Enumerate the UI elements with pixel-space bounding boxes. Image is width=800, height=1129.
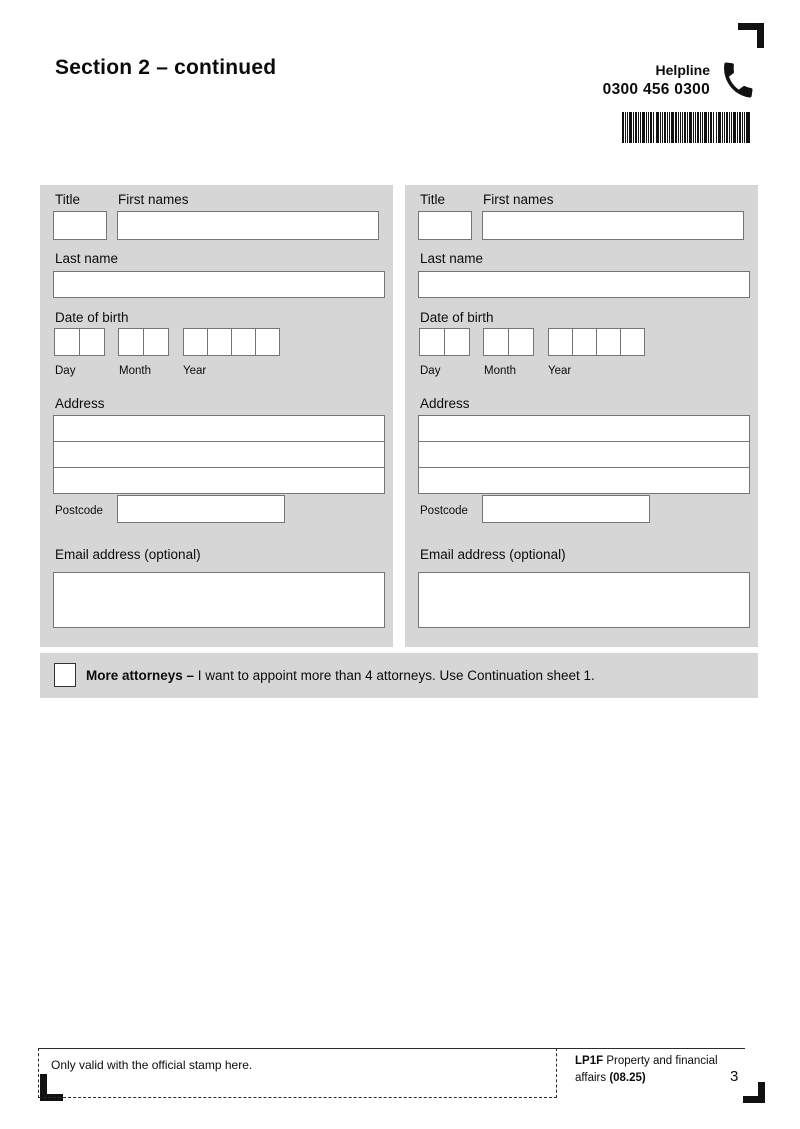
helpline-number: 0300 456 0300 [602, 81, 710, 98]
dob-year-cell-1[interactable] [183, 328, 208, 356]
month-label: Month [119, 365, 151, 377]
address-line-1-input[interactable] [53, 415, 385, 442]
crop-mark-top-right-icon [738, 23, 764, 48]
address-box [418, 415, 750, 494]
dob-year-cell-2[interactable] [572, 328, 597, 356]
dob-year-cell-3[interactable] [596, 328, 621, 356]
last-name-input[interactable] [418, 271, 750, 298]
email-label: Email address (optional) [420, 547, 566, 562]
page-number: 3 [730, 1068, 739, 1085]
official-stamp-box [38, 1048, 557, 1098]
address-box [53, 415, 385, 494]
dob-year-cell-1[interactable] [548, 328, 573, 356]
address-line-3-input[interactable] [53, 467, 385, 494]
dob-month-input [483, 328, 534, 356]
postcode-label: Postcode [420, 505, 468, 517]
dob-month-cell-2[interactable] [143, 328, 169, 356]
address-line-2-input[interactable] [418, 441, 750, 468]
dob-year-cell-2[interactable] [207, 328, 232, 356]
dob-year-input [548, 328, 645, 356]
form-reference [575, 1053, 720, 1086]
dob-month-cell-1[interactable] [483, 328, 509, 356]
dob-day-input [419, 328, 470, 356]
dob-day-cell-1[interactable] [419, 328, 445, 356]
more-attorneys-text: I want to appoint more than 4 attorneys. Use Continuation sheet 1. [194, 668, 595, 683]
dob-month-cell-1[interactable] [118, 328, 144, 356]
address-label: Address [420, 396, 470, 411]
attorney-panel-1 [40, 185, 393, 647]
more-attorneys-label [86, 668, 595, 683]
dob-day-cell-2[interactable] [444, 328, 470, 356]
first-names-input[interactable] [117, 211, 379, 240]
dob-year-cell-4[interactable] [620, 328, 645, 356]
email-input[interactable] [418, 572, 750, 628]
page-title: Section 2 – continued [55, 56, 277, 80]
year-label: Year [548, 365, 572, 377]
barcode-svg [622, 112, 750, 143]
address-label: Address [55, 396, 105, 411]
email-label: Email address (optional) [55, 547, 201, 562]
first-names-input[interactable] [482, 211, 744, 240]
month-label: Month [484, 365, 516, 377]
postcode-label: Postcode [55, 505, 103, 517]
dob-year-input [183, 328, 280, 356]
dob-year-cell-3[interactable] [231, 328, 256, 356]
address-line-1-input[interactable] [418, 415, 750, 442]
last-name-label: Last name [55, 251, 119, 266]
postcode-input[interactable] [482, 495, 650, 523]
first-names-label: First names [483, 192, 554, 207]
address-line-2-input[interactable] [53, 441, 385, 468]
form-description: Property and financial affairs [575, 1055, 718, 1084]
address-line-3-input[interactable] [418, 467, 750, 494]
barcode [622, 112, 750, 143]
title-label: Title [55, 192, 81, 207]
dob-day-cell-1[interactable] [54, 328, 80, 356]
dob-day-input [54, 328, 105, 356]
day-label: Day [420, 365, 441, 377]
date-of-birth-label: Date of birth [420, 310, 494, 325]
more-attorneys-bold-label: More attorneys – [86, 668, 195, 683]
dob-month-input [118, 328, 169, 356]
attorney-panel-2 [405, 185, 758, 647]
title-label: Title [420, 192, 446, 207]
date-of-birth-label: Date of birth [55, 310, 129, 325]
postcode-input[interactable] [117, 495, 285, 523]
form-code: LP1F [575, 1055, 604, 1067]
email-input[interactable] [53, 572, 385, 628]
year-label: Year [183, 365, 207, 377]
more-attorneys-checkbox[interactable] [54, 663, 76, 687]
crop-mark-bottom-right-icon [743, 1082, 765, 1103]
dob-year-cell-4[interactable] [255, 328, 280, 356]
first-names-label: First names [118, 192, 189, 207]
dob-month-cell-2[interactable] [508, 328, 534, 356]
more-attorneys-bar [40, 653, 758, 698]
title-input[interactable] [418, 211, 472, 240]
phone-handset-icon [717, 58, 759, 102]
last-name-label: Last name [420, 251, 484, 266]
helpline-label: Helpline [655, 62, 710, 78]
form-version: (08.25) [609, 1071, 646, 1084]
stamp-instruction-text: Only valid with the official stamp here. [51, 1058, 253, 1072]
last-name-input[interactable] [53, 271, 385, 298]
day-label: Day [55, 365, 76, 377]
dob-day-cell-2[interactable] [79, 328, 105, 356]
title-input[interactable] [53, 211, 107, 240]
helpline-block [603, 62, 710, 99]
